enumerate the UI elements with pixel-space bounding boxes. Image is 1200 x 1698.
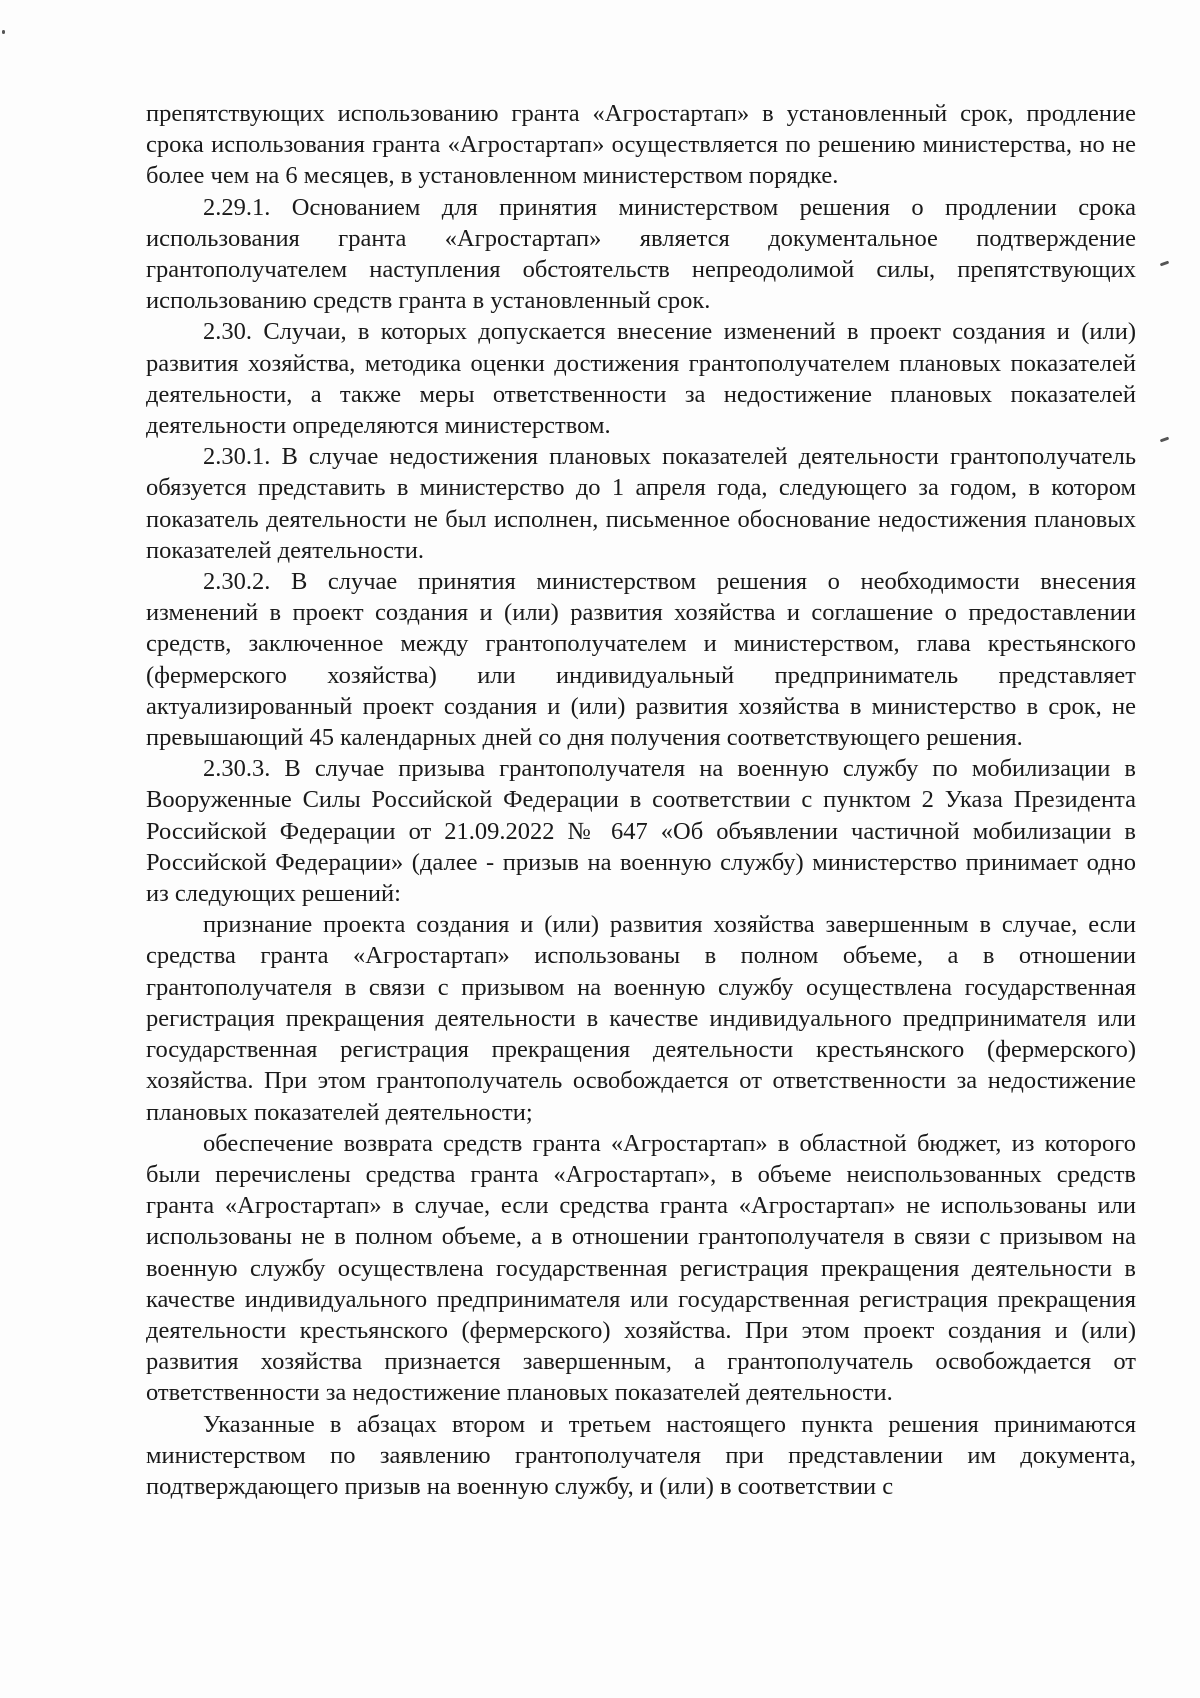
paragraph-continuation: препятствующих использованию гранта «Агростартап» в установленный срок, продление срока использования гранта «Агростартап» осуществляется по решению министерства, но не более чем на 6 месяцев, в установленном министерством порядке.: [146, 100, 1136, 190]
paragraph-final: Указанные в абзацах втором и третьем настоящего пункта решения принимаются министерством по заявлению грантополучателя при представлении им документа, подтверждающего призыв на военную службу, и (или) в соответствии с: [146, 1410, 1136, 1500]
paragraph-2-30: 2.30. Случаи, в которых допускается внесение изменений в проект создания и (или) развития хозяйства, методика оценки достижения грантополучателем плановых показателей деятельности, а также меры ответственности за недостижение плановых показателей деятельности определяются министерством.: [146, 318, 1136, 440]
scan-artifact-mark: [1160, 261, 1169, 267]
paragraph-decision-1: признание проекта создания и (или) развития хозяйства завершенным в случае, если средства гранта «Агростартап» использованы в полном объеме, а в отношении грантополучателя в связи с призывом на военную службу осуществлена государственная регистрация прекращения деятельности в качестве индивидуального предпринимателя или государственная регистрация прекращения деятельности крестьянского (фермерского) хозяйства. При этом грантополучатель освобождается от ответственности за недостижение плановых показателей деятельности;: [146, 911, 1136, 1126]
paragraph-2-30-1: 2.30.1. В случае недостижения плановых показателей деятельности грантополучатель обязуется представить в министерство до 1 апреля года, следующего за годом, в котором показатель деятельности не был исполнен, письменное обоснование недостижения плановых показателей деятельности.: [146, 443, 1136, 564]
paragraph-2-30-2: 2.30.2. В случае принятия министерством решения о необходимости внесения изменений в проект создания и (или) развития хозяйства и соглашение о предоставлении средств, заключенное между грантополучателем и министерством, глава крестьянского (фермерского хозяйства) или индивидуальный предприниматель представляет актуализированный проект создания и (или) развития хозяйства в министерство в срок, не превышающий 45 календарных дней со дня получения соответствующего решения.: [146, 568, 1136, 752]
paragraph-decision-2: обеспечение возврата средств гранта «Агростартап» в областной бюджет, из которого были перечислены средства гранта «Агростартап», в объеме неиспользованных средств гранта «Агростартап» в случае, если средства гранта «Агростартап» не использованы или использованы не в полном объеме, а в отношении грантополучателя в связи с призывом на военную службу осуществлена государственная регистрация прекращения деятельности в качестве индивидуального предпринимателя или государственная регистрация прекращения деятельности крестьянского (фермерского) хозяйства. При этом проект создания и (или) развития хозяйства признается завершенным, а грантополучатель освобождается от ответственности за недостижение плановых показателей деятельности.: [146, 1129, 1136, 1407]
scan-artifact-mark: [1160, 437, 1169, 443]
paragraph-2-30-3: 2.30.3. В случае призыва грантополучателя на военную службу по мобилизации в Вооруженные Силы Российской Федерации в соответствии с пунктом 2 Указа Президента Российской Федерации от 21.09.2022 № 647 «Об объявлении частичной мобилизации в Российской Федерации» (далее - призыв на военную службу) министерство принимает одно из следующих решений:: [146, 755, 1136, 908]
document-body: [146, 98, 1136, 1502]
scan-artifact-mark: [2, 30, 5, 34]
paragraph-2-29-1: 2.29.1. Основанием для принятия министерством решения о продлении срока использования гранта «Агростартап» является документальное подтверждение грантополучателем наступления обстоятельств непреодолимой силы, препятствующих использованию средств гранта в установленный срок.: [146, 193, 1136, 315]
